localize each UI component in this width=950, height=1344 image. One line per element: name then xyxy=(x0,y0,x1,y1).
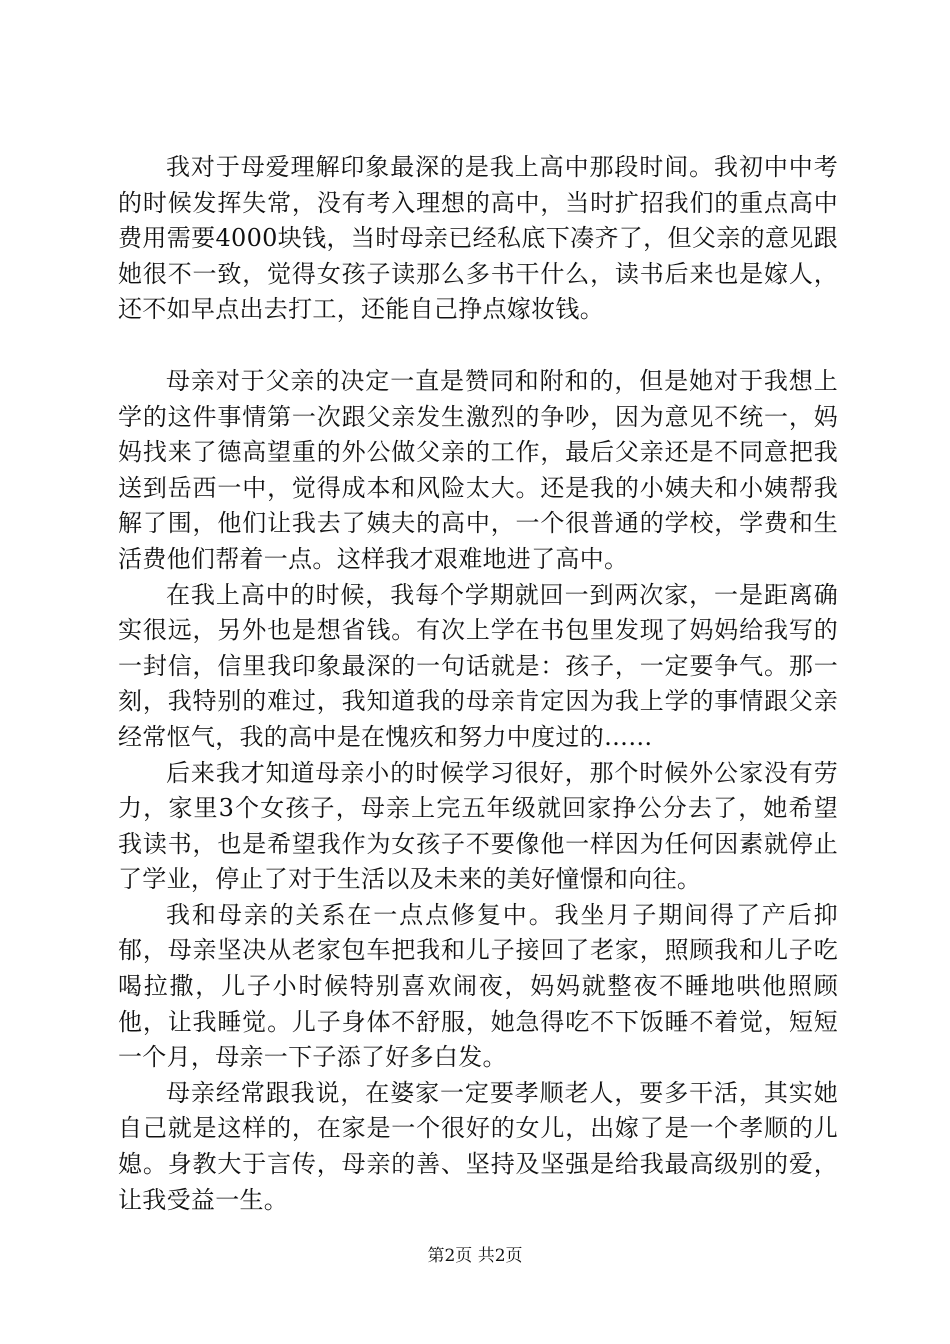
paragraph: 在我上高中的时候，我每个学期就回一到两次家，一是距离确实很远，另外也是想省钱。有次上学在书包里发现了妈妈给我写的一封信，信里我印象最深的一句话就是：孩子，一定要争气。那一刻，我特别的难过，我知道我的母亲肯定因为我上学的事情跟父亲经常怄气，我的高中是在愧疚和努力中度过的…… xyxy=(118,580,838,751)
paragraph: 母亲经常跟我说，在婆家一定要孝顺老人，要多干活，其实她自己就是这样的，在家是一个很好的女儿，出嫁了是一个孝顺的儿媳。身教大于言传，母亲的善、坚持及坚强是给我最高级别的爱，让我受益一生。 xyxy=(118,1078,838,1214)
paragraph: 我和母亲的关系在一点点修复中。我坐月子期间得了产后抑郁，母亲坚决从老家包车把我和儿子接回了老家，照顾我和儿子吃喝拉撒，儿子小时候特别喜欢闹夜，妈妈就整夜不睡地哄他照顾他，让我睡觉。儿子身体不舒服，她急得吃不下饭睡不着觉，短短一个月，母亲一下子添了好多白发。 xyxy=(118,900,838,1072)
paragraph: 我对于母爱理解印象最深的是我上高中那段时间。我初中中考的时候发挥失常，没有考入理想的高中，当时扩招我们的重点高中费用需要4000块钱，当时母亲已经私底下凑齐了，但父亲的意见跟她很不一致，觉得女孩子读那么多书干什么，读书后来也是嫁人，还不如早点出去打工，还能自己挣点嫁妆钱。 xyxy=(118,153,838,324)
document-body xyxy=(118,150,838,1218)
paragraph: 母亲对于父亲的决定一直是赞同和附和的，但是她对于我想上学的这件事情第一次跟父亲发生激烈的争吵，因为意见不统一，妈妈找来了德高望重的外公做父亲的工作，最后父亲还是不同意把我送到岳西一中，觉得成本和风险太大。还是我的小姨夫和小姨帮我解了围，他们让我去了姨夫的高中，一个很普通的学校，学费和生活费他们帮着一点。这样我才艰难地进了高中。 xyxy=(118,366,838,573)
page-number-label: 第2页 共2页 xyxy=(427,1246,523,1266)
paragraph: 后来我才知道母亲小的时候学习很好，那个时候外公家没有劳力，家里3个女孩子，母亲上完五年级就回家挣公分去了，她希望我读书，也是希望我作为女孩子不要像他一样因为任何因素就停止了学业，停止了对于生活以及未来的美好憧憬和向往。 xyxy=(118,758,838,894)
page-footer xyxy=(0,1245,950,1267)
